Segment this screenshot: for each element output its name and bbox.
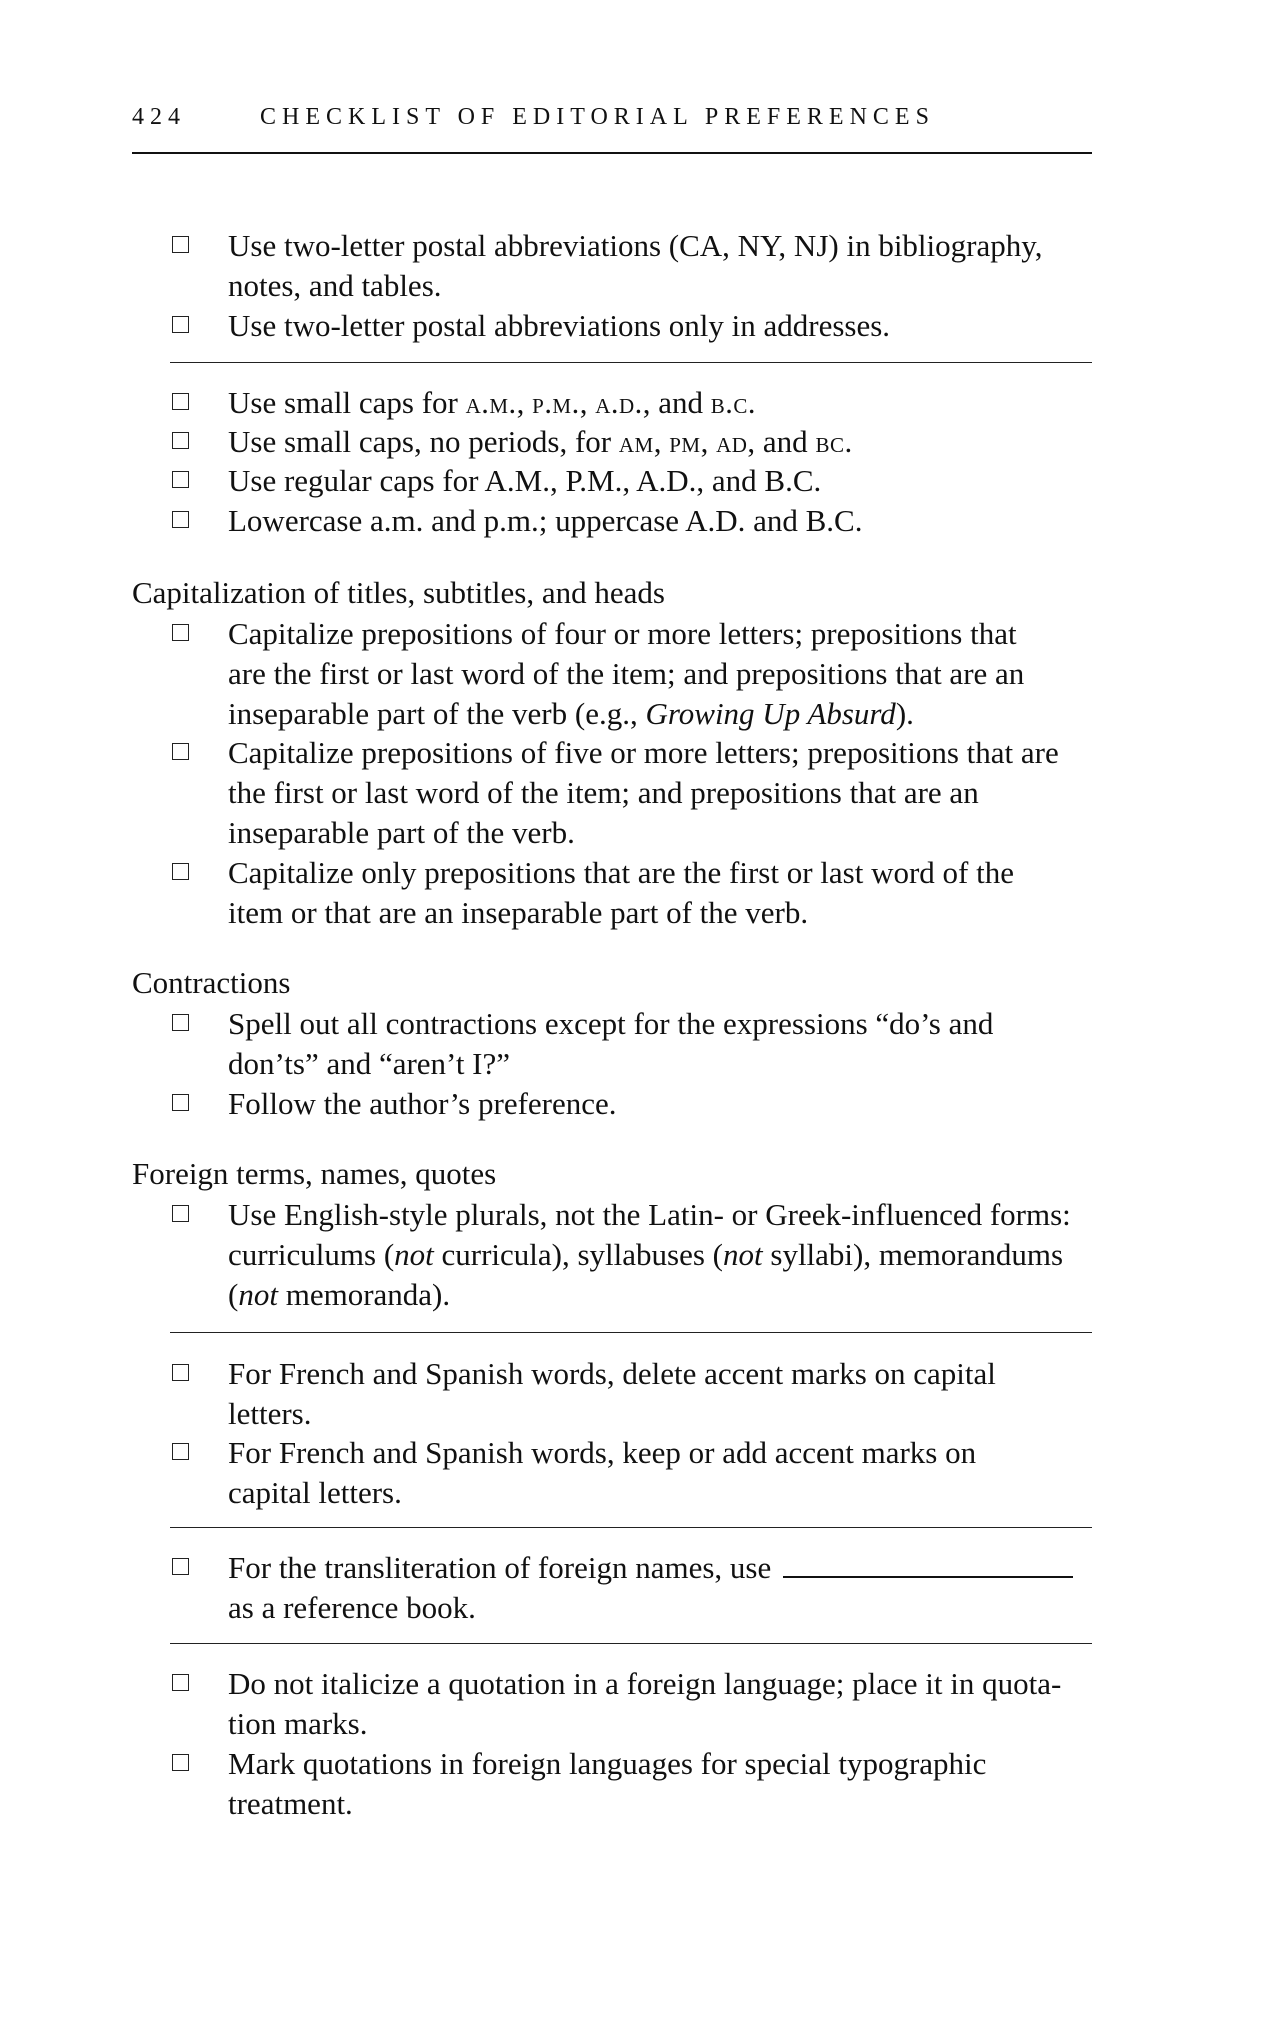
checkbox-no-italic-quotation[interactable] [172, 1674, 189, 1691]
checkbox-regular-caps[interactable] [172, 471, 189, 488]
item-text: the first or last word of the item; and prepositions that are an [228, 775, 979, 810]
item-text: Do not italicize a quotation in a foreign language; place it in quota- [228, 1666, 1062, 1701]
small-caps-term: pm [669, 425, 701, 459]
item-text: letters. [228, 1396, 312, 1431]
item-text-part: curricula), syllabuses ( [433, 1237, 723, 1272]
checkbox-keep-accents[interactable] [172, 1443, 189, 1460]
small-caps-term: a.d. [595, 386, 643, 420]
italic-not: not [723, 1237, 763, 1272]
item-text [228, 694, 914, 734]
checkbox-lowercase-am-pm[interactable] [172, 511, 189, 528]
checkbox-spell-out-contractions[interactable] [172, 1014, 189, 1031]
item-text: item or that are an inseparable part of the verb. [228, 895, 809, 930]
item-text: For French and Spanish words, delete accent marks on capital [228, 1356, 996, 1391]
reference-book-blank[interactable] [783, 1576, 1073, 1578]
item-text: treatment. [228, 1786, 353, 1821]
item-text [228, 1275, 450, 1315]
checkbox-delete-accents[interactable] [172, 1364, 189, 1381]
item-text: don’ts” and “aren’t I?” [228, 1046, 511, 1081]
item-text-part: inseparable part of the verb (e.g., [228, 696, 646, 731]
item-text: Spell out all contractions except for the expressions “do’s and [228, 1006, 994, 1041]
item-text: Use two-letter postal abbreviations (CA, NY, NJ) in bibliography, [228, 228, 1043, 263]
item-text: Mark quotations in foreign languages for special typographic [228, 1746, 987, 1781]
checkbox-caps-first-last-only[interactable] [172, 863, 189, 880]
checkbox-caps-five-letters[interactable] [172, 743, 189, 760]
page-number: 424 [132, 104, 186, 130]
checkbox-small-caps-no-periods[interactable] [172, 432, 189, 449]
item-text: Use two-letter postal abbreviations only in addresses. [228, 308, 891, 343]
header-rule [132, 152, 1092, 154]
checkbox-small-caps-periods[interactable] [172, 393, 189, 410]
checkbox-author-preference[interactable] [172, 1094, 189, 1111]
small-caps-term: am [618, 425, 654, 459]
section-heading-foreign: Foreign terms, names, quotes [132, 1156, 497, 1191]
item-text: capital letters. [228, 1475, 402, 1510]
section-divider [170, 1332, 1092, 1333]
checkbox-mark-quotations[interactable] [172, 1754, 189, 1771]
item-text: as a reference book. [228, 1590, 476, 1625]
item-text-part: ( [228, 1277, 239, 1312]
item-text: inseparable part of the verb. [228, 815, 575, 850]
item-text: For French and Spanish words, keep or add accent marks on [228, 1435, 977, 1470]
item-text-part: curriculums ( [228, 1237, 395, 1272]
item-text-part: Use small caps for [228, 385, 466, 420]
item-text: Capitalize prepositions of four or more letters; prepositions that [228, 616, 1017, 651]
italic-not: not [238, 1277, 278, 1312]
small-caps-term: bc [815, 425, 845, 459]
item-text: are the first or last word of the item; and prepositions that are an [228, 656, 1025, 691]
item-text-part: memoranda). [277, 1277, 451, 1312]
checkbox-postal-addresses[interactable] [172, 316, 189, 333]
checkbox-caps-four-letters[interactable] [172, 624, 189, 641]
item-text: Use English-style plurals, not the Latin- or Greek-influenced forms: [228, 1197, 1071, 1232]
italic-title: Growing Up Absurd [645, 696, 896, 731]
checkbox-english-plurals[interactable] [172, 1205, 189, 1222]
item-text: tion marks. [228, 1706, 368, 1741]
item-text-part: and [658, 385, 703, 420]
item-text: Capitalize prepositions of five or more letters; prepositions that are [228, 735, 1059, 770]
item-text: Use small caps, no periods, for am, pm, ad, and bc. [228, 424, 853, 459]
small-caps-term: ad [716, 425, 748, 459]
running-title: CHECKLIST OF EDITORIAL PREFERENCES [260, 104, 935, 130]
item-text-part: ). [895, 696, 914, 731]
italic-not: not [394, 1237, 434, 1272]
item-text: Capitalize only prepositions that are the first or last word of the [228, 855, 1014, 890]
small-caps-term: a.m. [465, 386, 517, 420]
checkbox-postal-all[interactable] [172, 236, 189, 253]
item-text-part: For the transliteration of foreign names, use [228, 1550, 772, 1585]
running-head [132, 104, 1092, 131]
section-divider [170, 1643, 1092, 1644]
item-text: Lowercase a.m. and p.m.; uppercase A.D. and B.C. [228, 503, 863, 538]
small-caps-term: p.m. [532, 386, 580, 420]
item-text: Use regular caps for A.M., P.M., A.D., and B.C. [228, 463, 822, 498]
item-text [228, 1548, 1073, 1588]
item-text-part: Use small caps, no periods, for [228, 424, 619, 459]
item-text-part: syllabi), memorandums [762, 1237, 1064, 1272]
section-heading-capitalization: Capitalization of titles, subtitles, and heads [132, 575, 665, 610]
section-divider [170, 362, 1092, 363]
item-text-part: and [762, 424, 808, 459]
item-text: Follow the author’s preference. [228, 1086, 617, 1121]
item-text [228, 1235, 1063, 1275]
item-text: Use small caps for a.m., p.m., a.d., and b.c. [228, 385, 756, 420]
checkbox-transliteration[interactable] [172, 1558, 189, 1575]
item-text: notes, and tables. [228, 268, 442, 303]
section-heading-contractions: Contractions [132, 965, 291, 1000]
small-caps-term: b.c. [710, 386, 756, 420]
section-divider [170, 1527, 1092, 1528]
